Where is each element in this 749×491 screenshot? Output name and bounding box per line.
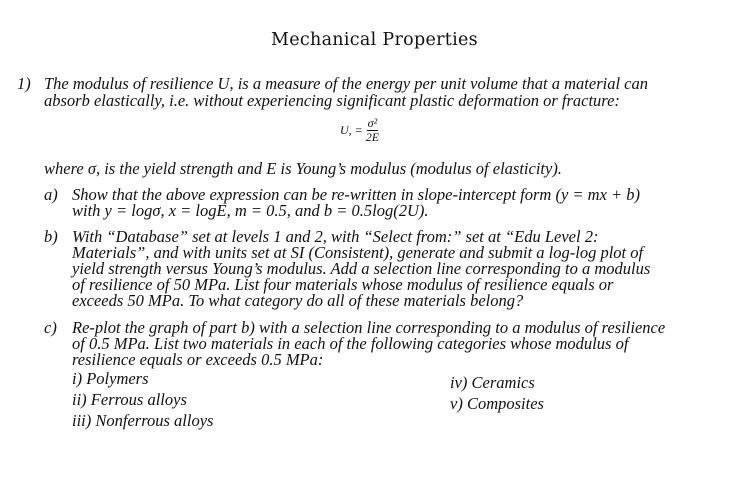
part-b-line-3: yield strength versus Young’s modulus. Add a selection line corresponding to a modulus [72, 259, 651, 278]
category-nonferrous-alloys: iii) Nonferrous alloys [72, 411, 214, 430]
where-line: where σ, is the yield strength and E is Young’s modulus (modulus of elasticity). [44, 159, 562, 178]
part-c-label: c) [44, 318, 57, 337]
formula-denominator: 2E [365, 130, 380, 144]
part-c-line-2: of 0.5 MPa. List two materials in each of the following categories whose modulus of [72, 334, 629, 353]
part-a-label: a) [44, 185, 58, 204]
category-polymers: i) Polymers [72, 369, 149, 388]
page-title: Mechanical Properties [271, 30, 478, 50]
part-b-line-2: Materials”, and with units set at SI (Consistent), generate and submit a log-log plot of [72, 243, 644, 262]
part-b-line-1: With “Database” set at levels 1 and 2, with “Select from:” set at “Edu Level 2: [72, 227, 599, 246]
part-b-line-5: exceeds 50 MPa. To what category do all of these materials belong? [72, 291, 524, 310]
part-b-line-4: of resilience of 50 MPa. List four materials whose modulus of resilience equals or [72, 275, 614, 294]
category-ceramics: iv) Ceramics [450, 373, 535, 392]
part-c-line-1: Re-plot the graph of part b) with a selection line corresponding to a modulus of resilience [72, 318, 666, 337]
intro-line-1: The modulus of resilience U, is a measure of the energy per unit volume that a material can [44, 74, 648, 93]
part-b-label: b) [44, 227, 58, 246]
formula-numerator: σ² [367, 116, 378, 130]
category-composites: v) Composites [450, 394, 544, 413]
part-a-line-2: with y = logσ, x = logE, m = 0.5, and b = 0.5log(2U). [72, 201, 429, 220]
intro-line-2: absorb elastically, i.e. without experiencing significant plastic deformation or fracture: [44, 91, 620, 110]
resilience-formula [340, 117, 379, 144]
category-ferrous-alloys: ii) Ferrous alloys [72, 390, 187, 409]
part-c-line-3: resilience equals or exceeds 0.5 MPa: [72, 350, 324, 369]
question-number: 1) [17, 74, 31, 93]
formula-fraction [366, 117, 379, 144]
part-a-line-1: Show that the above expression can be re-written in slope-intercept form (y = mx + b) [72, 185, 641, 204]
formula-lhs: U, = [340, 123, 363, 137]
